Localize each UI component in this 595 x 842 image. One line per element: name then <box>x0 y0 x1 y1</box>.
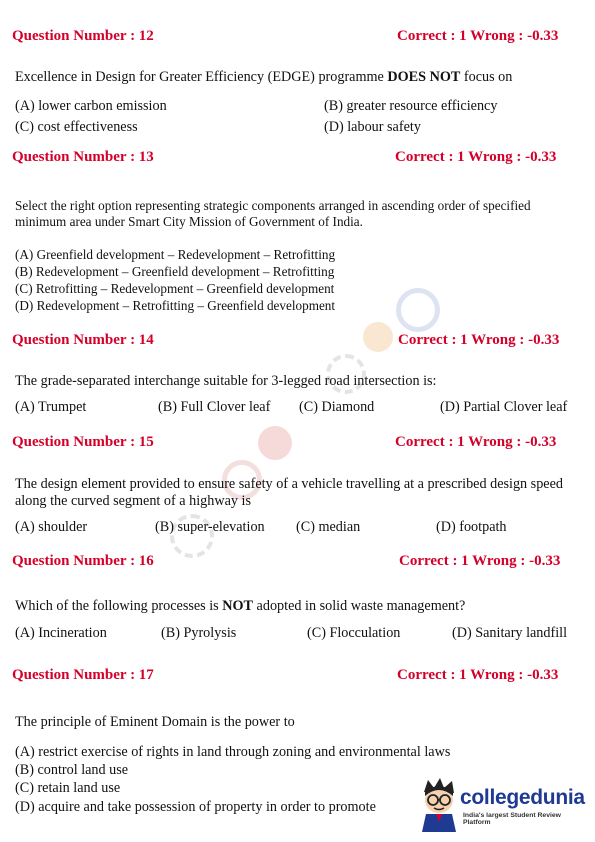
question-13-option-a[interactable]: (A) Greenfield development – Redevelopment – Retrofitting <box>15 247 336 262</box>
question-16-option-b[interactable]: (B) Pyrolysis <box>161 625 237 641</box>
question-16-marks: Correct : 1 Wrong : -0.33 <box>399 553 561 569</box>
question-17-marks: Correct : 1 Wrong : -0.33 <box>397 667 559 683</box>
mascot-icon <box>418 776 462 832</box>
question-14-option-d[interactable]: (D) Partial Clover leaf <box>440 399 568 415</box>
brand-tagline: India's largest Student Review Platform <box>463 812 561 826</box>
question-15-marks: Correct : 1 Wrong : -0.33 <box>395 434 557 450</box>
question-16-option-c[interactable]: (C) Flocculation <box>307 625 401 641</box>
question-12-header: Question Number : 12 <box>12 28 154 44</box>
question-16-header: Question Number : 16 <box>12 553 154 569</box>
question-16-option-a[interactable]: (A) Incineration <box>15 625 107 641</box>
question-15-option-c[interactable]: (C) median <box>296 519 361 535</box>
question-15-header: Question Number : 15 <box>12 434 154 450</box>
question-12-stem-text-end: focus on <box>460 69 513 85</box>
question-15-stem: The design element provided to ensure safety of a vehicle travelling at a prescribed design speed along the curved segment of a highway is <box>15 476 563 509</box>
question-14-option-b[interactable]: (B) Full Clover leaf <box>158 399 271 415</box>
question-14-marks: Correct : 1 Wrong : -0.33 <box>398 332 560 348</box>
question-16-option-d[interactable]: (D) Sanitary landfill <box>452 625 568 641</box>
question-15-option-b[interactable]: (B) super-elevation <box>155 519 265 535</box>
question-14-header: Question Number : 14 <box>12 332 154 348</box>
question-17-stem: The principle of Eminent Domain is the power to <box>15 714 295 730</box>
question-13-option-c[interactable]: (C) Retrofitting – Redevelopment – Greenfield development <box>15 281 335 296</box>
question-13-option-d[interactable]: (D) Redevelopment – Retrofitting – Greenfield development <box>15 298 336 313</box>
question-16-stem-emphasis: NOT <box>222 598 253 614</box>
question-15-option-d[interactable]: (D) footpath <box>436 519 507 535</box>
question-13-marks: Correct : 1 Wrong : -0.33 <box>395 149 557 165</box>
question-12-stem <box>15 69 512 86</box>
question-16-stem-text: Which of the following processes is <box>15 598 223 614</box>
question-17-option-d[interactable]: (D) acquire and take possession of property in order to promote <box>15 799 376 815</box>
question-12-option-d[interactable]: (D) labour safety <box>324 119 421 135</box>
question-16-stem <box>15 598 465 615</box>
watermark-emblem-2 <box>363 322 393 352</box>
question-12-option-b[interactable]: (B) greater resource efficiency <box>324 98 498 114</box>
watermark-emblem-4 <box>258 426 292 460</box>
brand-name: collegedunia <box>460 786 585 809</box>
question-13-stem: Select the right option representing strategic components arranged in ascending order of specified minimum area under Smart City Mission of Government of India. <box>15 198 531 229</box>
question-17-header: Question Number : 17 <box>12 667 154 683</box>
question-17-option-b[interactable]: (B) control land use <box>15 762 129 778</box>
question-17-option-c[interactable]: (C) retain land use <box>15 780 121 796</box>
question-12-stem-text: Excellence in Design for Greater Efficiency (EDGE) programme <box>15 69 388 85</box>
question-13-option-b[interactable]: (B) Redevelopment – Greenfield development – Retrofitting <box>15 264 335 279</box>
brand-badge[interactable] <box>418 774 590 834</box>
question-17-option-a[interactable]: (A) restrict exercise of rights in land through zoning and environmental laws <box>15 744 451 760</box>
question-15-option-a[interactable]: (A) shoulder <box>15 519 88 535</box>
question-14-option-c[interactable]: (C) Diamond <box>299 399 375 415</box>
question-13-header: Question Number : 13 <box>12 149 154 165</box>
question-16-stem-text-end: adopted in solid waste management? <box>253 598 466 614</box>
question-14-option-a[interactable]: (A) Trumpet <box>15 399 87 415</box>
question-12-marks: Correct : 1 Wrong : -0.33 <box>397 28 559 44</box>
question-12-option-c[interactable]: (C) cost effectiveness <box>15 119 138 135</box>
question-12-stem-emphasis: DOES NOT <box>387 69 461 85</box>
watermark-emblem-1 <box>396 288 440 332</box>
question-12-option-a[interactable]: (A) lower carbon emission <box>15 98 167 114</box>
question-14-stem: The grade-separated interchange suitable for 3-legged road intersection is: <box>15 373 437 389</box>
